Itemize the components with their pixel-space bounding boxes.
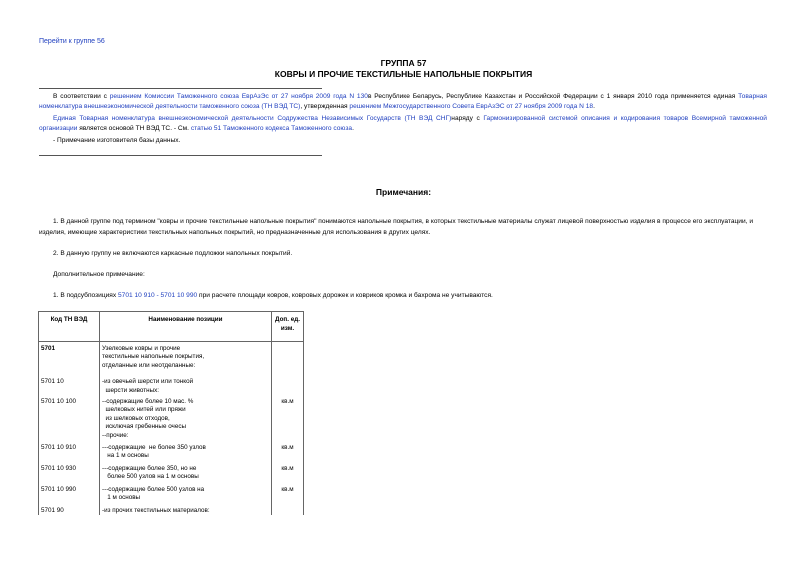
column-header-name: Наименование позиции — [100, 312, 272, 342]
row-name-line: 1 м основы — [102, 494, 141, 502]
footnote-text: , утвержденная — [300, 103, 350, 110]
row-name-line: отделанные или неотделанные: — [102, 361, 196, 369]
notes-heading: Примечания: — [375, 187, 432, 197]
table-header-row — [39, 312, 304, 342]
row-code: 5701 90 — [39, 503, 100, 515]
tariff-table — [38, 311, 304, 515]
row-code: 5701 10 — [39, 370, 100, 395]
table-row — [39, 503, 304, 515]
group-number: ГРУППА 57 — [380, 58, 427, 68]
row-name-line: из шелковых отходов, — [102, 414, 170, 422]
row-name-line: --содержащие более 10 мас. % — [102, 398, 194, 406]
row-name-line: текстильные напольные покрытия, — [102, 353, 205, 361]
row-name-line: ---содержащие не более 350 узлов — [102, 444, 206, 452]
footnote-text: наряду с — [451, 115, 484, 122]
row-name-line: шерсти животных: — [102, 386, 160, 394]
footnote-text: является основой ТН ВЭД ТС. - См. — [77, 125, 191, 132]
row-code: 5701 10 100 — [39, 395, 100, 440]
note-text: при расчете площади ковров, ковровых дорожек и ковриков кромка и бахрома не учитываются. — [197, 292, 493, 299]
row-name-line: -из овечьей шерсти или тонкой — [102, 378, 194, 386]
table-row — [39, 395, 304, 440]
row-name-line: ---содержащие более 500 узлов на — [102, 485, 205, 493]
row-name — [100, 461, 272, 482]
row-name-line: шелковых нитей или пряжи — [102, 406, 186, 414]
footnote-bottom-rule — [39, 155, 322, 156]
row-unit: кв.м — [272, 482, 304, 503]
footnote-text: в Республике Беларусь, Республике Казахстан и Российской Федерации с 1 января 2010 года применяется единая — [367, 93, 739, 100]
note-1: 1. В данной группе под термином "ковры и прочие текстильные напольные покрытия" понимаются напольные покрытия, в которых текстильные материалы служат лицевой поверхностью изделия в процессе его эксплуатации, и изделия, имеющие характеристики текстильных напольных покрытий, но предназначенные для использования в других целях. — [39, 218, 754, 236]
row-name-line: Узелковые ковры и прочие — [102, 345, 181, 352]
table-body — [39, 342, 304, 515]
row-name-line: исключая гребенные очесы — [102, 423, 187, 431]
goto-group-56-link[interactable]: Перейти к группе 56 — [39, 38, 105, 45]
row-name — [100, 342, 272, 371]
column-header-code: Код ТН ВЭД — [39, 312, 100, 342]
row-unit — [272, 342, 304, 371]
row-name — [100, 370, 272, 395]
additional-note-1 — [39, 290, 767, 301]
additional-note-heading: Дополнительное примечание: — [53, 271, 145, 278]
row-unit: кв.м — [272, 461, 304, 482]
row-name — [100, 440, 272, 461]
tn-ved-sng-link[interactable]: Единая Товарная номенклатура внешнеэкономической деятельности Содружества Независимых Государств (ТН ВЭД СНГ) — [53, 115, 452, 122]
row-code: 5701 10 910 — [39, 440, 100, 461]
footnote-text: . — [352, 125, 354, 132]
row-unit — [272, 503, 304, 515]
harmonized-system-link[interactable]: Гармонизированной системой описания и кодирования товаров Всемирной таможенной организации — [39, 115, 767, 132]
row-name — [100, 482, 272, 503]
note-2: 2. В данную группу не включаются каркасные подложки напольных покрытий. — [53, 250, 293, 257]
row-name-line: более 500 узлов на 1 м основы — [102, 473, 199, 481]
row-code: 5701 10 990 — [39, 482, 100, 503]
row-name-line: --прочие: — [102, 431, 129, 439]
table-row — [39, 461, 304, 482]
customs-code-article-link[interactable]: статью 51 Таможенного кодекса Таможенного союза — [190, 125, 353, 132]
row-unit: кв.м — [272, 440, 304, 461]
footnote-paragraph-2 — [39, 114, 767, 134]
row-code: 5701 10 930 — [39, 461, 100, 482]
row-name-line: ---содержащие более 350, но не — [102, 464, 197, 472]
table-row — [39, 342, 304, 371]
row-unit: кв.м — [272, 395, 304, 440]
table-row — [39, 370, 304, 395]
row-unit — [272, 370, 304, 395]
footnote-paragraph-3: - Примечание изготовителя базы данных. — [53, 137, 181, 144]
column-header-unit: Доп. ед. изм. — [272, 312, 304, 342]
footnote-top-rule — [39, 88, 322, 89]
table-row — [39, 482, 304, 503]
row-name-line: на 1 м основы — [102, 452, 149, 460]
interstate-council-decision-link[interactable]: решением Межгосударственного Совета ЕврАзЭС от 27 ноября 2009 года N 18 — [349, 103, 594, 110]
group-title: КОВРЫ И ПРОЧИЕ ТЕКСТИЛЬНЫЕ НАПОЛЬНЫЕ ПОКРЫТИЯ — [274, 69, 533, 79]
customs-union-decision-link[interactable]: решением Комиссии Таможенного союза ЕврАзЭс от 27 ноября 2009 года N 130 — [109, 93, 368, 100]
row-code: 5701 — [39, 342, 100, 371]
tn-ved-ts-link[interactable]: Товарная номенклатура внешнеэкономической деятельности таможенного союза (ТН ВЭД ТС) — [39, 93, 767, 110]
footnote-text: В соответствии с — [53, 93, 110, 100]
table-row — [39, 440, 304, 461]
row-name-line: -из прочих текстильных материалов: — [102, 506, 210, 514]
row-name — [100, 503, 272, 515]
subheading-range-link[interactable]: 5701 10 910 - 5701 10 990 — [117, 292, 198, 299]
footnote-text: . — [593, 103, 595, 110]
footnote-paragraph-1 — [39, 92, 767, 112]
row-name — [100, 395, 272, 440]
note-text: 1. В подсубпозициях — [53, 292, 118, 299]
